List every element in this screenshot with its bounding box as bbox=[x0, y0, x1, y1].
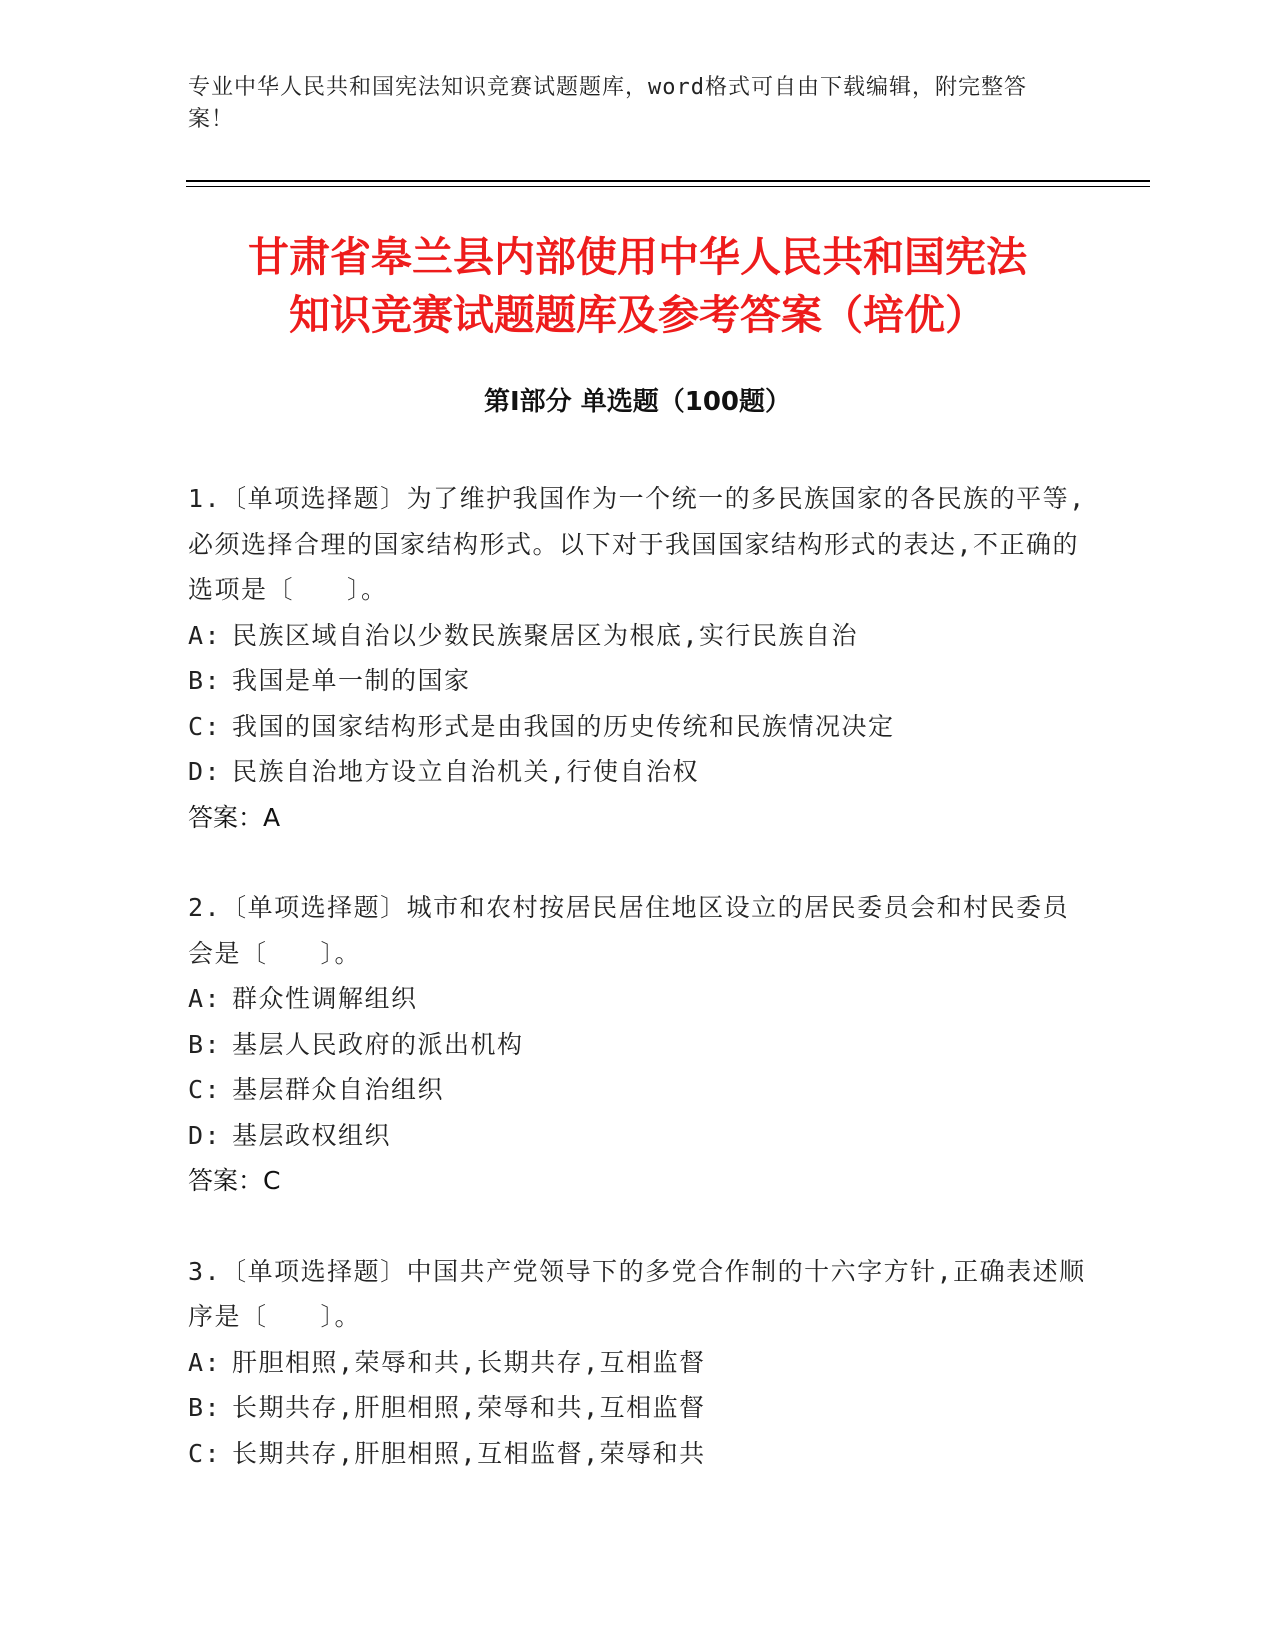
option-c bbox=[188, 704, 1088, 750]
option-label: A: bbox=[188, 984, 222, 1013]
option-a bbox=[188, 613, 1088, 659]
title-line-1: 甘肃省皋兰县内部使用中华人民共和国宪法 bbox=[248, 233, 1027, 281]
answer: 答案：A bbox=[188, 802, 281, 832]
option-a bbox=[188, 1340, 1088, 1386]
question-1 bbox=[188, 476, 1088, 840]
option-c bbox=[188, 1431, 1088, 1477]
option-text: 基层政权组织 bbox=[232, 1120, 392, 1150]
section-heading: 第Ⅰ部分 单选题（100题） bbox=[484, 387, 791, 417]
option-label: D: bbox=[188, 757, 222, 786]
option-text: 基层群众自治组织 bbox=[232, 1075, 445, 1104]
option-text: 民族自治地方设立自治机关,行使自治权 bbox=[232, 757, 700, 786]
option-label: B: bbox=[188, 1393, 222, 1422]
option-text: 我国是单一制的国家 bbox=[232, 666, 471, 695]
header-divider-thick bbox=[186, 180, 1150, 182]
option-label: C: bbox=[188, 1075, 222, 1104]
option-text: 肝胆相照,荣辱和共,长期共存,互相监督 bbox=[232, 1347, 706, 1377]
option-label: A: bbox=[188, 1347, 222, 1377]
question-text: 3.〔单项选择题〕中国共产党领导下的多党合作制的十六字方针,正确表述顺序是〔 〕。 bbox=[188, 1256, 1086, 1331]
option-text: 群众性调解组织 bbox=[232, 984, 418, 1013]
option-a bbox=[188, 976, 1088, 1022]
option-b bbox=[188, 1385, 1088, 1431]
document-title bbox=[150, 228, 1125, 344]
option-text: 长期共存,肝胆相照,互相监督,荣辱和共 bbox=[232, 1438, 706, 1468]
option-text: 基层人民政府的派出机构 bbox=[232, 1029, 524, 1059]
option-text: 民族区域自治以少数民族聚居区为根底,实行民族自治 bbox=[232, 620, 859, 650]
header-note: 专业中华人民共和国宪法知识竞赛试题题库，word格式可自由下载编辑，附完整答案！ bbox=[188, 75, 1027, 132]
title-line-2: 知识竞赛试题题库及参考答案（培优） bbox=[289, 291, 986, 339]
option-b bbox=[188, 1022, 1088, 1068]
option-label: B: bbox=[188, 1029, 222, 1059]
option-label: B: bbox=[188, 666, 222, 695]
option-label: A: bbox=[188, 620, 222, 650]
header-divider-thin bbox=[186, 186, 1150, 187]
option-d bbox=[188, 1113, 1088, 1159]
option-b bbox=[188, 658, 1088, 704]
answer: 答案：C bbox=[188, 1166, 281, 1195]
option-c bbox=[188, 1067, 1088, 1113]
question-text: 2.〔单项选择题〕城市和农村按居民居住地区设立的居民委员会和村民委员会是〔 〕。 bbox=[188, 893, 1070, 968]
question-text: 1.〔单项选择题〕为了维护我国作为一个统一的多民族国家的各民族的平等,必须选择合理的国家结构形式。以下对于我国国家结构形式的表达,不正确的选项是〔 〕。 bbox=[188, 484, 1086, 604]
question-list bbox=[188, 476, 1088, 1521]
option-text: 长期共存,肝胆相照,荣辱和共,互相监督 bbox=[232, 1393, 706, 1422]
question-2 bbox=[188, 885, 1088, 1204]
option-text: 我国的国家结构形式是由我国的历史传统和民族情况决定 bbox=[232, 711, 895, 741]
option-label: D: bbox=[188, 1120, 222, 1150]
option-label: C: bbox=[188, 1438, 222, 1468]
option-label: C: bbox=[188, 711, 222, 741]
question-3 bbox=[188, 1249, 1088, 1477]
option-d bbox=[188, 749, 1088, 795]
